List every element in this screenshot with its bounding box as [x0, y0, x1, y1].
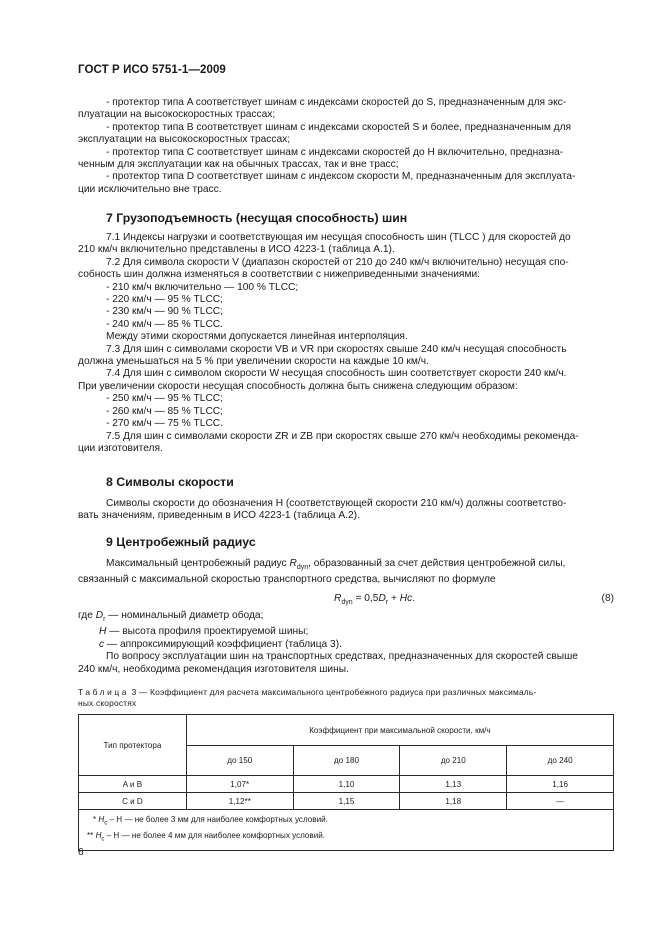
para-7-1-cont: 210 км/ч включительно представлены в ИСО 4223-1 (таблица А.1). [78, 244, 395, 256]
formula-8 [78, 590, 614, 610]
page-number: 6 [78, 847, 84, 858]
footnote-2 [87, 830, 605, 846]
para-8-cont: вать значениям, приведенным в ИСО 4223-1 (таблица А.2). [78, 510, 360, 522]
header-speed: до 240 [507, 746, 614, 776]
cell-value: 1,12** [186, 793, 293, 810]
interpolation-note: Между этими скоростями допускается линейная интерполяция. [106, 331, 408, 343]
header-coefficient-group: Коэффициент при максимальной скорости, км/ч [186, 715, 613, 746]
footnote-1 [87, 814, 605, 830]
tread-c-line: - протектор типа C соответствует шинам с индексами скоростей до H включительно, предназна- [106, 146, 564, 158]
cell-value: 1,18 [400, 793, 507, 810]
section-8 [78, 475, 614, 523]
var-sub: c [104, 820, 108, 827]
text-span: — аппроксимирующий коэффициент (таблица 3). [104, 638, 342, 650]
cell-value: 1,07* [186, 776, 293, 793]
var-sub: dyn [341, 598, 353, 606]
cell-value: 1,13 [400, 776, 507, 793]
section-8-heading: 8 Символы скорости [106, 475, 234, 489]
footnote-mark: * [93, 815, 99, 824]
var-sub: r [385, 598, 389, 606]
document-header: ГОСТ Р ИСО 5751-1—2009 [78, 64, 226, 76]
var-sub: r [103, 615, 106, 623]
header-speed: до 210 [400, 746, 507, 776]
para-7-4-cont: При увеличении скорости несущая способность должна быть снижена следующим образом: [78, 380, 518, 392]
table-word: Таблица [78, 687, 130, 697]
text-span: Максимальный центробежный радиус [106, 558, 290, 569]
formula-expression [334, 593, 415, 609]
section-7 [78, 211, 614, 455]
footnote-mark: ** [87, 831, 96, 841]
text-span: – H — не более 4 мм для наиболее комфортных условий. [104, 831, 326, 841]
cell-value: 1,10 [293, 776, 400, 793]
var-sub: dyn [296, 564, 309, 572]
tread-a-line: - протектор типа A соответствует шинам с индексами скоростей до S, предназначенным для экс- [106, 97, 567, 108]
para-9-2: По вопросу эксплуатации шин на транспортных средствах, предназначенных для скоростей свыше [106, 651, 578, 663]
tread-d-line: - протектор типа D соответствует шинам с индексом скорости M, предназначенным для эксплуата- [106, 171, 576, 183]
section-7-heading: 7 Грузоподъемность (несущая способность) шин [106, 211, 408, 225]
table-3 [78, 714, 614, 851]
section-9-heading: 9 Центробежный радиус [106, 535, 256, 549]
text-span: где [78, 609, 96, 621]
header-speed: до 150 [186, 746, 293, 776]
intro-block [78, 97, 614, 196]
where-block [78, 610, 614, 651]
table-footnotes [79, 810, 614, 851]
list-item: - 270 км/ч — 75 % TLCC. [106, 418, 223, 430]
table-caption-line-2: ных скоростях [78, 697, 137, 708]
var-r: R [289, 558, 297, 569]
var-h: H [95, 831, 102, 841]
table-caption-line-1 [78, 687, 614, 698]
para-9-1-cont: связанный с максимальной скоростью транспортного средства, вычисляют по формуле [78, 574, 496, 586]
tread-a-line-cont: плуатации на высокоскоростных трассах; [78, 109, 276, 121]
cell-value: 1,16 [507, 776, 614, 793]
para-8: Символы скорости до обозначения H (соответствующей скорости 210 км/ч) должны соответство- [106, 498, 567, 509]
text-span: 3 — Коэффициент для расчета максимального центробежного радиуса при различных максималь- [129, 687, 537, 697]
table-row [79, 793, 614, 810]
cell-tread-type: C и D [79, 793, 187, 810]
list-item: - 250 км/ч — 95 % TLCC; [106, 393, 223, 405]
para-9-1 [78, 558, 614, 574]
tread-d-line-cont: ции исключительно вне трасс. [78, 183, 222, 195]
cell-tread-type: A и B [79, 776, 187, 793]
section-9 [78, 535, 614, 676]
var-h: H [99, 626, 107, 638]
list-item: - 260 км/ч — 85 % TLCC; [106, 405, 223, 417]
var-c: c [99, 638, 105, 650]
var-d: D [378, 592, 386, 604]
header-tread-type: Тип протектора [79, 715, 187, 776]
para-7-2-cont: собность шин должна изменяться в соответствии с нижеприведенными значениями: [78, 269, 480, 281]
list-item: - 220 км/ч — 95 % TLCC; [106, 294, 223, 306]
text-span: – H — не более 3 мм для наиболее комфортных условий. [107, 815, 328, 824]
where-line-1 [78, 610, 614, 626]
cell-value: 1,15 [293, 793, 400, 810]
text-span: , образованный за счет действия центробежной силы, [308, 558, 566, 569]
list-item: - 230 км/ч — 90 % TLCC; [106, 306, 223, 318]
text-span: — номинальный диаметр обода; [105, 609, 264, 621]
para-7-5-cont: ции изготовителя. [78, 442, 163, 454]
para-7-4: 7.4 Для шин с символом скорости W несущая способность шин соответствует скорости 240 км/ч. [106, 368, 567, 380]
table-caption [78, 687, 614, 708]
where-line-2 [78, 626, 614, 638]
para-7-5: 7.5 Для шин с символами скорости ZR и ZB при скоростях свыше 270 км/ч необходимы рекоменда- [106, 430, 579, 442]
para-7-1: 7.1 Индексы нагрузки и соответствующая им несущая способность шин (TLCC ) для скоростей до [106, 232, 571, 243]
text-span: + [388, 592, 400, 604]
text-span: = 0,5 [352, 592, 379, 604]
para-7-3-cont: должна уменьшаться на 5 % при увеличении скорости на каждые 10 км/ч. [78, 356, 429, 368]
var-d: D [95, 609, 104, 621]
table-row [79, 776, 614, 793]
var-h: H [98, 815, 105, 824]
list-item: - 240 км/ч — 85 % TLCC. [106, 318, 223, 330]
where-line-3 [78, 639, 614, 651]
footnotes-cell [79, 810, 614, 851]
list-item: - 210 км/ч включительно — 100 % TLCC; [106, 281, 299, 293]
formula-number: (8) [601, 592, 614, 604]
text-span: . [412, 592, 416, 604]
para-7-2: 7.2 Для символа скорости V (диапазон скоростей от 210 до 240 км/ч включительно) несущая спо- [106, 256, 569, 268]
var-sub: c [101, 836, 105, 843]
text-span: — высота профиля проектируемой шины; [106, 626, 309, 638]
para-9-2-cont: 240 км/ч, необходима рекомендация изготовителя шины. [78, 663, 349, 675]
cell-value: — [507, 793, 614, 810]
var-hc: Hc [399, 592, 413, 604]
header-speed: до 180 [293, 746, 400, 776]
tread-c-line-cont: ченным для эксплуатации как на обычных трассах, так и вне трасс; [78, 159, 399, 171]
para-7-3: 7.3 Для шин с символами скорости VB и VR при скоростях свыше 240 км/ч несущая способность [106, 343, 567, 355]
tread-b-line: - протектор типа B соответствует шинам с индексами скоростей S и более, предназначенным для [106, 121, 572, 133]
tread-b-line-cont: эксплуатации на высокоскоростных трассах; [78, 134, 291, 146]
var-r: R [334, 592, 342, 604]
